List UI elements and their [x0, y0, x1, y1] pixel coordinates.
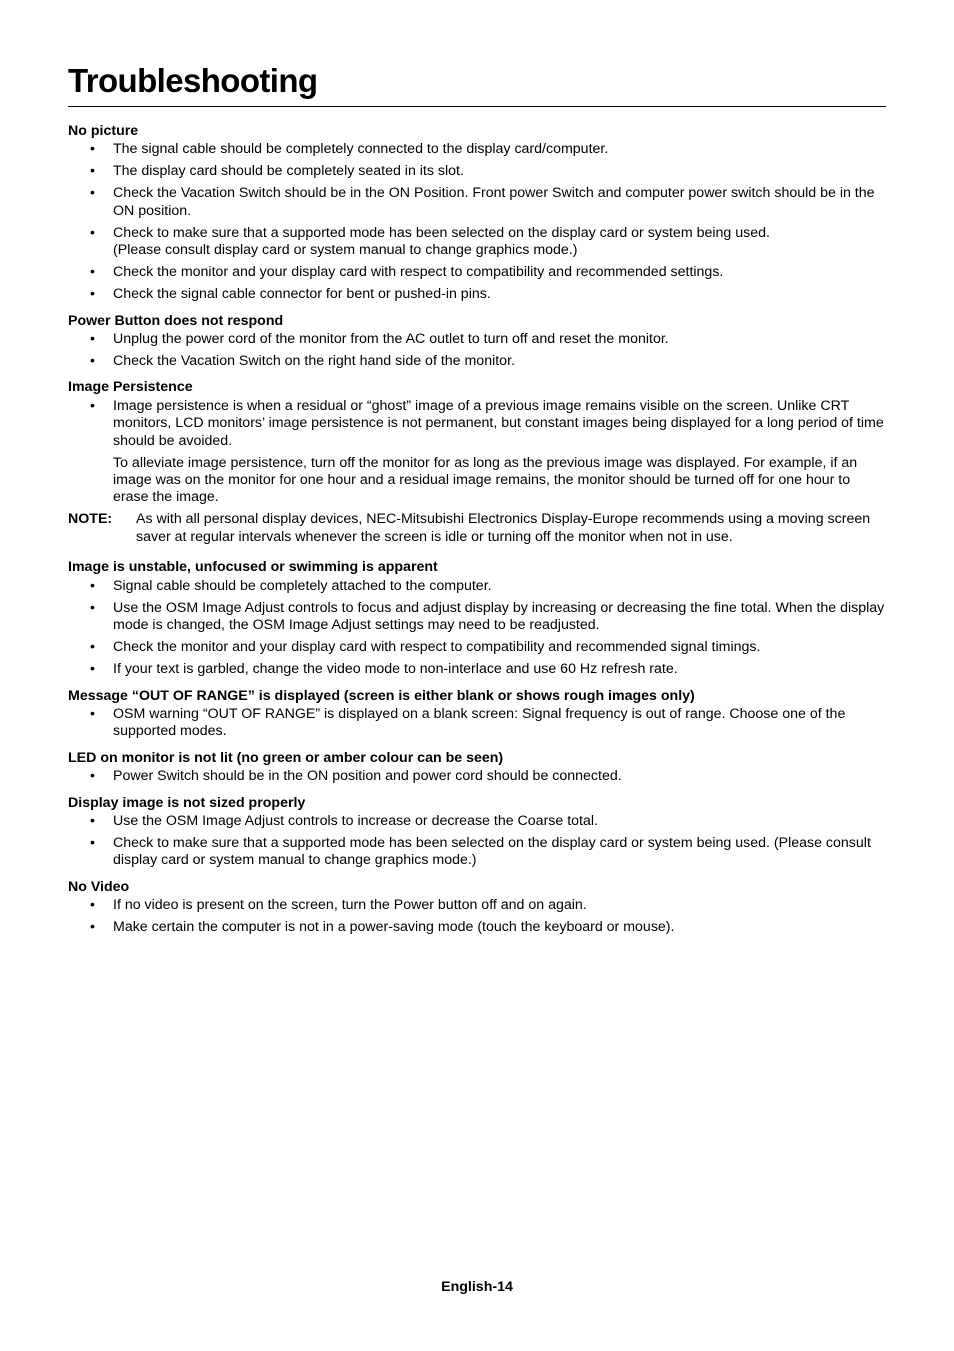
bullet-icon: •: [90, 768, 95, 785]
bullet-icon: •: [90, 141, 95, 158]
bullet-icon: •: [90, 812, 95, 829]
section-heading: LED on monitor is not lit (no green or amber colour can be seen): [68, 749, 504, 766]
list-item: [68, 163, 886, 180]
section-heading: No Video: [68, 878, 130, 895]
list-item-text: If no video is present on the screen, turn the Power button off and on again.: [113, 897, 587, 914]
bullet-icon: •: [90, 639, 95, 656]
paragraph: To alleviate image persistence, turn off the monitor for as long as the previous image was displayed. For example, if an image was on the monitor for one hour and a residual image remains, the monitor should be turned off for one hour to erase the image.: [113, 454, 858, 506]
bullet-icon: •: [90, 599, 95, 616]
bullet-icon: •: [90, 834, 95, 851]
list-item: [68, 225, 886, 260]
list-item: [68, 639, 886, 656]
section-image-size: [68, 795, 886, 870]
list-item-text: Signal cable should be completely attached to the computer.: [113, 577, 492, 594]
bullet-list: [68, 706, 886, 741]
section-power-button: [68, 313, 886, 371]
bullet-list: [68, 398, 886, 450]
bullet-icon: •: [90, 705, 95, 722]
list-item-text: Check the monitor and your display card with respect to compatibility and recommended settings.: [113, 264, 724, 281]
list-item: [68, 813, 886, 830]
bullet-list: [68, 897, 886, 936]
section-heading: Display image is not sized properly: [68, 794, 306, 811]
title-rule: [68, 106, 886, 107]
list-item-text: Check the signal cable connector for bent or pushed-in pins.: [113, 286, 491, 303]
list-item: [68, 398, 886, 450]
bullet-icon: •: [90, 163, 95, 180]
list-item: [68, 919, 886, 936]
list-item: [68, 768, 886, 785]
bullet-icon: •: [90, 577, 95, 594]
note: [68, 511, 886, 546]
section-no-video: [68, 879, 886, 937]
list-item: [68, 600, 886, 635]
list-item-text: Check the monitor and your display card with respect to compatibility and recommended signal timings.: [113, 639, 761, 656]
section-no-picture: [68, 123, 886, 304]
list-item-text: Image persistence is when a residual or “ghost” image of a previous image remains visible on the screen. Unlike CRT monitors, LCD monitors’ image persistence is not permanent, but constant images being displayed for a long period of time should be avoided.: [113, 397, 884, 449]
bullet-icon: •: [90, 397, 95, 414]
bullet-icon: •: [90, 331, 95, 348]
list-item: [68, 286, 886, 303]
bullet-list: [68, 578, 886, 679]
section-image-persistence: [68, 379, 886, 546]
list-item-text: Make certain the computer is not in a power-saving mode (touch the keyboard or mouse).: [113, 919, 675, 936]
section-heading: Message “OUT OF RANGE” is displayed (screen is either blank or shows rough images only): [68, 687, 695, 704]
bullet-icon: •: [90, 919, 95, 936]
bullet-icon: •: [90, 224, 95, 241]
list-item: [68, 835, 886, 870]
list-item-text: OSM warning “OUT OF RANGE” is displayed on a blank screen: Signal frequency is out of range. Choose one of the supported modes.: [113, 705, 846, 740]
list-item: [68, 353, 886, 370]
list-item: [68, 897, 886, 914]
list-item: [68, 331, 886, 348]
section-led-not-lit: [68, 750, 886, 786]
list-item: [68, 264, 886, 281]
list-item-text: The signal cable should be completely connected to the display card/computer.: [113, 141, 609, 158]
list-item-text: The display card should be completely seated in its slot.: [113, 163, 464, 180]
list-item: [68, 141, 886, 158]
list-item-text-continued: (Please consult display card or system manual to change graphics mode.): [113, 242, 578, 259]
bullet-list: [68, 331, 886, 370]
list-item-text: If your text is garbled, change the video mode to non-interlace and use 60 Hz refresh rate.: [113, 661, 678, 678]
section-heading: Image is unstable, unfocused or swimming is apparent: [68, 559, 438, 576]
note-label: NOTE:: [68, 511, 113, 528]
bullet-icon: •: [90, 353, 95, 370]
page-number: English-14: [441, 1279, 513, 1295]
bullet-icon: •: [90, 661, 95, 678]
section-image-unstable: [68, 559, 886, 678]
bullet-list: [68, 768, 886, 785]
document-body: [68, 123, 886, 946]
list-item: [68, 661, 886, 678]
list-item-text: Unplug the power cord of the monitor from the AC outlet to turn off and reset the monitor.: [113, 331, 669, 348]
bullet-list: [68, 813, 886, 870]
list-item-text: Check to make sure that a supported mode has been selected on the display card or system being used. (Please consult display card or system manual to change graphics mode.): [113, 834, 871, 869]
bullet-icon: •: [90, 897, 95, 914]
section-heading: Image Persistence: [68, 379, 193, 396]
note-text: As with all personal display devices, NEC-Mitsubishi Electronics Display-Europe recommends using a moving screen saver at regular intervals whenever the screen is idle or turning off the monitor when not in use.: [136, 511, 871, 545]
list-item-text: Check to make sure that a supported mode has been selected on the display card or system being used.: [113, 224, 770, 241]
section-out-of-range: [68, 688, 886, 741]
bullet-icon: •: [90, 264, 95, 281]
section-heading: No picture: [68, 123, 139, 139]
list-item: [68, 706, 886, 741]
list-item-text: Use the OSM Image Adjust controls to increase or decrease the Coarse total.: [113, 812, 598, 829]
list-item-text: Check the Vacation Switch on the right hand side of the monitor.: [113, 353, 515, 370]
list-item: [68, 185, 886, 220]
bullet-list: [68, 141, 886, 303]
bullet-icon: •: [90, 185, 95, 202]
list-item-text: Use the OSM Image Adjust controls to focus and adjust display by increasing or decreasing the fine total. When the display mode is changed, the OSM Image Adjust settings may need to be readjusted.: [113, 599, 885, 634]
page-title: Troubleshooting: [68, 62, 318, 99]
list-item: [68, 578, 886, 595]
section-heading: Power Button does not respond: [68, 312, 284, 329]
list-item-text: Check the Vacation Switch should be in the ON Position. Front power Switch and computer power switch should be in the ON position.: [113, 185, 875, 219]
list-item-text: Power Switch should be in the ON position and power cord should be connected.: [113, 768, 622, 785]
bullet-icon: •: [90, 286, 95, 303]
